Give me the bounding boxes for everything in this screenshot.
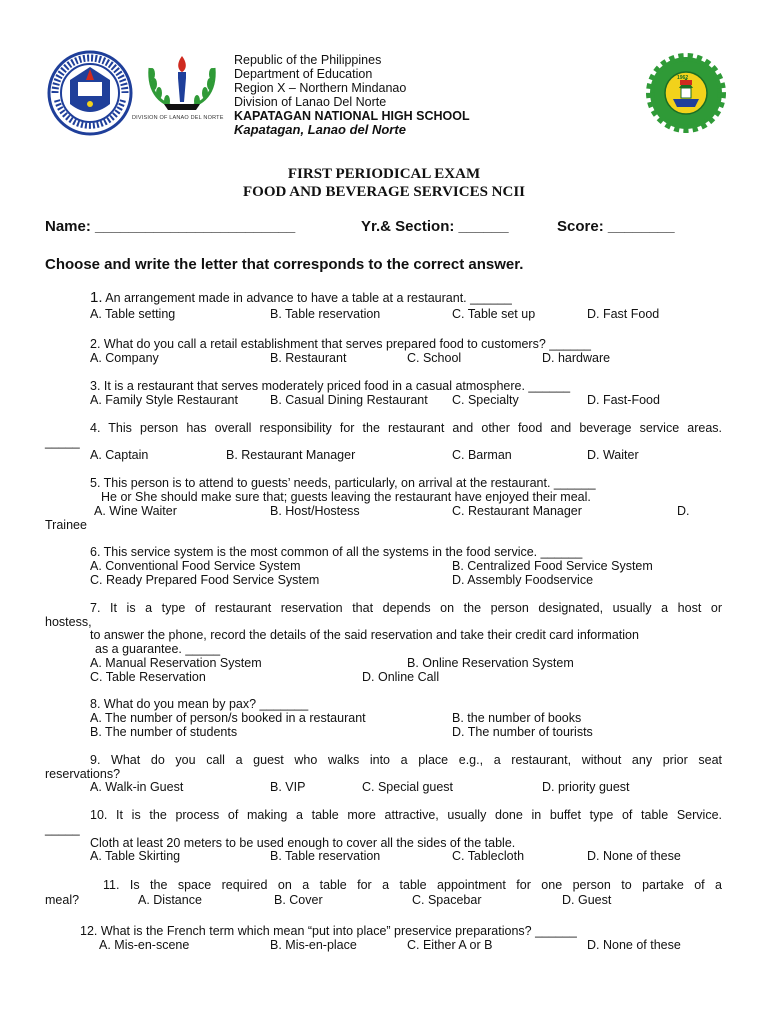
- q7-option-d[interactable]: D. Online Call: [362, 670, 440, 684]
- q3-option-c[interactable]: C. Specialty: [452, 393, 519, 407]
- q3-option-b[interactable]: B. Casual Dining Restaurant: [270, 393, 428, 407]
- instructions: Choose and write the letter that corresponds to the correct answer.: [45, 256, 524, 273]
- q9-option-d[interactable]: D. priority guest: [542, 780, 630, 794]
- deped-seal-icon: [47, 50, 133, 136]
- question-5: 5. This person is to attend to guests’ needs, particularly, on arrival at the restaurant. ______: [90, 476, 596, 490]
- question-10-line-2: Cloth at least 20 meters to be used enough to cover all the sides of the table.: [90, 836, 516, 850]
- q8-option-c[interactable]: B. The number of students: [90, 725, 238, 739]
- q2-option-a[interactable]: A. Company: [90, 351, 159, 365]
- question-7-line-3: to answer the phone, record the details of the said reservation and take their credit card information: [90, 628, 639, 642]
- question-10: 10. It is the process of making a table more attractive, usually done in buffet type of table Service.: [90, 808, 722, 822]
- q1-option-d[interactable]: D. Fast Food: [587, 307, 660, 321]
- question-5-line-2: He or She should make sure that; guests leaving the restaurant have enjoyed their meal.: [101, 490, 591, 504]
- q9-option-c[interactable]: C. Special guest: [362, 780, 454, 794]
- q4-option-b[interactable]: B. Restaurant Manager: [226, 448, 356, 462]
- header-division: Division of Lanao Del Norte: [234, 95, 387, 109]
- section-field[interactable]: Yr.& Section: ______: [361, 218, 509, 235]
- q6-option-a[interactable]: A. Conventional Food Service System: [90, 559, 301, 573]
- q5-option-b[interactable]: B. Host/Hostess: [270, 504, 360, 518]
- q12-option-d[interactable]: D. None of these: [587, 938, 681, 952]
- header-republic: Republic of the Philippines: [234, 53, 382, 67]
- school-seal-year: 1962: [677, 75, 689, 81]
- question-7-line-4: as a guarantee. _____: [95, 642, 221, 656]
- division-torch-logo-icon: [140, 52, 224, 122]
- question-7: 7. It is a type of restaurant reservation that depends on the person designated, usually a host or: [90, 601, 722, 615]
- q4-option-c[interactable]: C. Barman: [452, 448, 512, 462]
- q9-option-b[interactable]: B. VIP: [270, 780, 306, 794]
- question-7-line-2: hostess,: [45, 615, 92, 629]
- q7-option-b[interactable]: B. Online Reservation System: [407, 656, 574, 670]
- q5-option-d-text[interactable]: Trainee: [45, 518, 87, 532]
- header-region: Region X – Northern Mindanao: [234, 81, 407, 95]
- question-11: 11. Is the space required on a table for a table appointment for one person to partake of a: [103, 878, 722, 892]
- q11-option-a[interactable]: A. Distance: [138, 893, 202, 907]
- q12-option-b[interactable]: B. Mis-en-place: [270, 938, 357, 952]
- q3-option-a[interactable]: A. Family Style Restaurant: [90, 393, 238, 407]
- q10-option-c[interactable]: C. Tablecloth: [452, 849, 525, 863]
- question-6: 6. This service system is the most common of all the systems in the food service. ______: [90, 545, 583, 559]
- q11-option-b[interactable]: B. Cover: [274, 893, 323, 907]
- q4-answer-blank[interactable]: _____: [45, 435, 80, 449]
- q6-option-b[interactable]: B. Centralized Food Service System: [452, 559, 653, 573]
- q1-option-b[interactable]: B. Table reservation: [270, 307, 381, 321]
- exam-subject: FOOD AND BEVERAGE SERVICES NCII: [242, 184, 526, 200]
- q10-option-d[interactable]: D. None of these: [587, 849, 681, 863]
- q2-option-c[interactable]: C. School: [407, 351, 462, 365]
- school-seal-icon: [645, 52, 727, 134]
- q1-option-c[interactable]: C. Table set up: [452, 307, 536, 321]
- q2-option-d[interactable]: D. hardware: [542, 351, 611, 365]
- question-9-line-2: reservations?: [45, 767, 121, 781]
- name-field[interactable]: Name: ________________________: [45, 218, 296, 235]
- q11-option-d[interactable]: D. Guest: [562, 893, 612, 907]
- q5-option-c[interactable]: C. Restaurant Manager: [452, 504, 582, 518]
- q12-option-a[interactable]: A. Mis-en-scene: [99, 938, 190, 952]
- question-8: 8. What do you mean by pax? _______: [90, 697, 309, 711]
- q9-option-a[interactable]: A. Walk-in Guest: [90, 780, 184, 794]
- score-field[interactable]: Score: ________: [557, 218, 675, 235]
- header-school-name: KAPATAGAN NATIONAL HIGH SCHOOL: [234, 109, 470, 123]
- question-3: 3. It is a restaurant that serves moderately priced food in a casual atmosphere. ______: [90, 379, 571, 393]
- question-9: 9. What do you call a guest who walks into a place e.g., a restaurant, without any prior seat: [90, 753, 722, 767]
- q12-option-c[interactable]: C. Either A or B: [407, 938, 493, 952]
- q8-option-b[interactable]: B. the number of books: [452, 711, 582, 725]
- q2-option-b[interactable]: B. Restaurant: [270, 351, 347, 365]
- question-11-line-2: meal?: [45, 893, 80, 907]
- q11-option-c[interactable]: C. Spacebar: [412, 893, 482, 907]
- q10-answer-blank[interactable]: _____: [45, 822, 80, 836]
- q6-option-d[interactable]: D. Assembly Foodservice: [452, 573, 594, 587]
- header-school-address: Kapatagan, Lanao del Norte: [234, 122, 406, 137]
- q6-option-c[interactable]: C. Ready Prepared Food Service System: [90, 573, 320, 587]
- question-2: 2. What do you call a retail establishment that serves prepared food to customers? ______: [90, 337, 591, 351]
- q3-option-d[interactable]: D. Fast-Food: [587, 393, 660, 407]
- question-1: 1. An arrangement made in advance to have a table at a restaurant. ______: [90, 289, 512, 306]
- question-12: 12. What is the French term which mean “put into place” preservice preparations? ______: [80, 924, 577, 938]
- q7-option-a[interactable]: A. Manual Reservation System: [90, 656, 262, 670]
- q4-option-a[interactable]: A. Captain: [90, 448, 149, 462]
- q5-option-d[interactable]: D.: [677, 504, 690, 518]
- q1-option-a[interactable]: A. Table setting: [90, 307, 176, 321]
- q4-option-d[interactable]: D. Waiter: [587, 448, 639, 462]
- q10-option-a[interactable]: A. Table Skirting: [90, 849, 181, 863]
- q7-option-c[interactable]: C. Table Reservation: [90, 670, 206, 684]
- exam-title: FIRST PERIODICAL EXAM: [287, 166, 481, 182]
- question-4: 4. This person has overall responsibility for the restaurant and other food and beverage service areas.: [90, 421, 722, 435]
- q10-option-b[interactable]: B. Table reservation: [270, 849, 381, 863]
- header-department: Department of Education: [234, 67, 373, 81]
- q5-option-a[interactable]: A. Wine Waiter: [94, 504, 177, 518]
- q8-option-a[interactable]: A. The number of person/s booked in a restaurant: [90, 711, 366, 725]
- division-logo-caption: DIVISION OF LANAO DEL NORTE: [132, 115, 224, 121]
- q8-option-d[interactable]: D. The number of tourists: [452, 725, 593, 739]
